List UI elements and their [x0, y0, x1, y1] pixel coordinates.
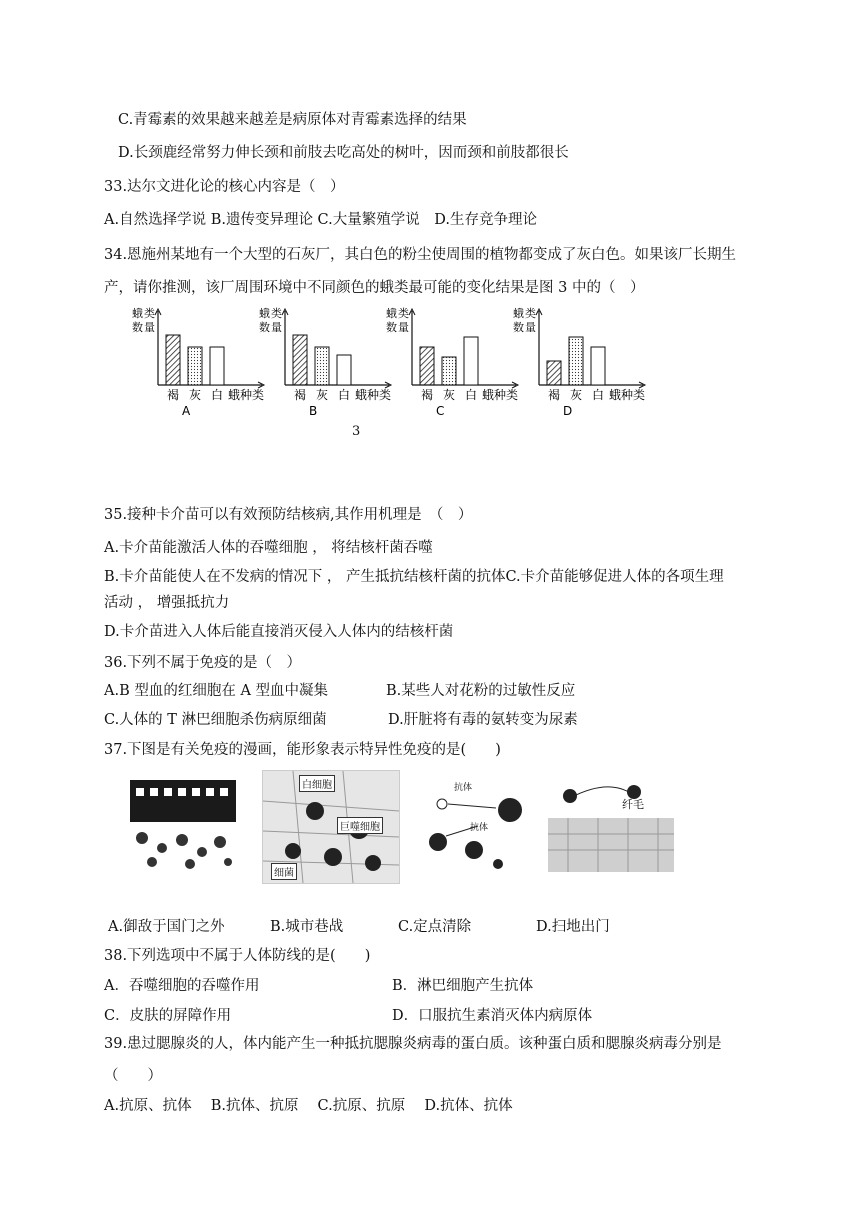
- chart-B-ylabel-char: 类: [271, 307, 282, 320]
- chart-A-tick-0: 褐: [167, 388, 180, 402]
- chart-C-bar-1: [442, 357, 456, 385]
- chart-B-tick-0: 褐: [294, 388, 307, 402]
- chart-C-xlabel: 蛾种类: [482, 388, 519, 402]
- q38-stem: 38.下列选项中不属于人体防线的是( ): [104, 948, 371, 964]
- chart-A-ylabel-char: 数: [132, 321, 143, 334]
- q37-b-label-mid: 巨噬细胞: [337, 817, 383, 834]
- q37-cartoon-b: [262, 770, 400, 884]
- q32-option-d: D.长颈鹿经常努力伸长颈和前肢去吃高处的树叶，因而颈和前肢都很长: [118, 145, 569, 161]
- q36-option-d: D.肝脏将有毒的氨转变为尿素: [388, 712, 578, 728]
- chart-C-ylabel-char: 蛾: [386, 307, 397, 320]
- chart-C-title: C: [436, 404, 445, 418]
- q37-option-a: A.御敌于国门之外: [108, 919, 225, 935]
- chart-D-ylabel-char: 量: [525, 321, 536, 334]
- chart-C-tick-1: 灰: [443, 388, 456, 402]
- q37-d-label: 纤毛: [622, 798, 644, 811]
- q38-option-a: A．吞噬细胞的吞噬作用: [104, 978, 260, 994]
- chart-B-bar-1: [315, 347, 329, 385]
- chart-D-xlabel: 蛾种类: [609, 388, 646, 402]
- q37-option-d: D.扫地出门: [536, 919, 610, 935]
- chart-C-bar-2: [464, 337, 478, 385]
- q39-options: A.抗原、抗体 B.抗体、抗原 C.抗原、抗原 D.抗体、抗体: [104, 1098, 513, 1114]
- chart-C-tick-2: 白: [465, 388, 478, 402]
- q35-option-bc-line1: B.卡介苗能使人在不发病的情况下 ， 产生抵抗结核杆菌的抗体C.卡介苗能够促进人体的各项生理: [104, 569, 724, 585]
- chart-D-tick-0: 褐: [548, 388, 561, 402]
- q34-figure: [130, 305, 670, 440]
- q33-stem: 33.达尔文进化论的核心内容是（ ）: [104, 179, 345, 195]
- chart-B-title: B: [309, 404, 318, 418]
- q35-stem: 35.接种卡介苗可以有效预防结核病,其作用机理是 （ ）: [104, 507, 473, 523]
- chart-B-bar-0: [293, 335, 307, 385]
- q36-option-b: B.某些人对花粉的过敏性反应: [386, 683, 576, 699]
- q39-stem-line2: （ ）: [104, 1068, 162, 1084]
- chart-A-ylabel-char: 蛾: [132, 307, 143, 320]
- chart-A-tick-1: 灰: [189, 388, 202, 402]
- chart-D-bar-1: [569, 337, 583, 385]
- q35-option-d: D.卡介苗进入人体后能直接消灭侵入人体内的结核杆菌: [104, 624, 454, 640]
- q37-b-label-bottom: 细菌: [271, 863, 297, 880]
- chart-A-xlabel: 蛾种类: [228, 388, 265, 402]
- q37-cartoon-a: [128, 776, 238, 872]
- chart-B-ylabel-char: 蛾: [259, 307, 270, 320]
- chart-A-bar-0: [166, 335, 180, 385]
- q37-option-c: C.定点清除: [398, 919, 472, 935]
- chart-B-xlabel: 蛾种类: [355, 388, 392, 402]
- chart-B-tick-2: 白: [338, 388, 351, 402]
- q37-b-label-top: 白细胞: [299, 775, 335, 792]
- q38-option-c: C．皮肤的屏障作用: [104, 1008, 232, 1024]
- q38-option-d: D．口服抗生素消灭体内病原体: [392, 1008, 593, 1024]
- q36-option-a: A.B 型血的红细胞在 A 型血中凝集: [104, 683, 329, 699]
- q33-options: A.自然选择学说 B.遗传变异理论 C.大量繁殖学说 D.生存竞争理论: [104, 212, 537, 228]
- chart-A-bar-1: [188, 347, 202, 385]
- q37-option-b: B.城市巷战: [270, 919, 344, 935]
- chart-A-ylabel-char: 类: [144, 307, 155, 320]
- chart-D-ylabel-char: 类: [525, 307, 536, 320]
- chart-B-ylabel-char: 量: [271, 321, 282, 334]
- q35-option-bc-line2: 活动 ， 增强抵抗力: [104, 595, 230, 611]
- chart-D-bar-2: [591, 347, 605, 385]
- q37-c-label-top: 抗体: [454, 783, 473, 793]
- q34-figure-number: 3: [352, 424, 361, 439]
- chart-D-ylabel-char: 蛾: [513, 307, 524, 320]
- q34-stem-line2: 产，请你推测，该厂周围环境中不同颜色的蛾类最可能的变化结果是图 3 中的（ ）: [104, 280, 645, 296]
- chart-B-tick-1: 灰: [316, 388, 329, 402]
- q39-stem-line1: 39.患过腮腺炎的人，体内能产生一种抵抗腮腺炎病毒的蛋白质。该种蛋白质和腮腺炎病毒分别是: [104, 1036, 722, 1052]
- chart-C-ylabel-char: 数: [386, 321, 397, 334]
- chart-B-ylabel-char: 数: [259, 321, 270, 334]
- chart-B-bar-2: [337, 355, 351, 385]
- q37-cartoon-c: [418, 780, 536, 876]
- q37-c-label-mid: 抗体: [470, 823, 489, 833]
- chart-D-tick-1: 灰: [570, 388, 583, 402]
- chart-D-title: D: [563, 404, 573, 418]
- chart-D-bar-0: [547, 361, 561, 385]
- chart-A-ylabel-char: 量: [144, 321, 155, 334]
- chart-C-tick-0: 褐: [421, 388, 434, 402]
- q37-cartoon-d: [548, 778, 674, 872]
- chart-A-title: A: [182, 404, 191, 418]
- q36-option-c: C.人体的 T 淋巴细胞杀伤病原细菌: [104, 712, 327, 728]
- chart-D-ylabel-char: 数: [513, 321, 524, 334]
- chart-D-tick-2: 白: [592, 388, 605, 402]
- q34-stem-line1: 34.恩施州某地有一个大型的石灰厂，其白色的粉尘使周围的植物都变成了灰白色。如果该厂长期生: [104, 247, 737, 263]
- q35-option-a: A.卡介苗能激活人体的吞噬细胞 ， 将结核杆菌吞噬: [104, 540, 433, 556]
- chart-C-ylabel-char: 类: [398, 307, 409, 320]
- q37-stem: 37.下图是有关免疫的漫画，能形象表示特异性免疫的是( ): [104, 742, 501, 758]
- chart-A-tick-2: 白: [211, 388, 224, 402]
- chart-C-ylabel-char: 量: [398, 321, 409, 334]
- chart-C-bar-0: [420, 347, 434, 385]
- q36-stem: 36.下列不属于免疫的是（ ）: [104, 655, 302, 671]
- q32-option-c: C.青霉素的效果越来越差是病原体对青霉素选择的结果: [118, 112, 467, 128]
- q38-option-b: B．淋巴细胞产生抗体: [392, 978, 534, 994]
- chart-A-bar-2: [210, 347, 224, 385]
